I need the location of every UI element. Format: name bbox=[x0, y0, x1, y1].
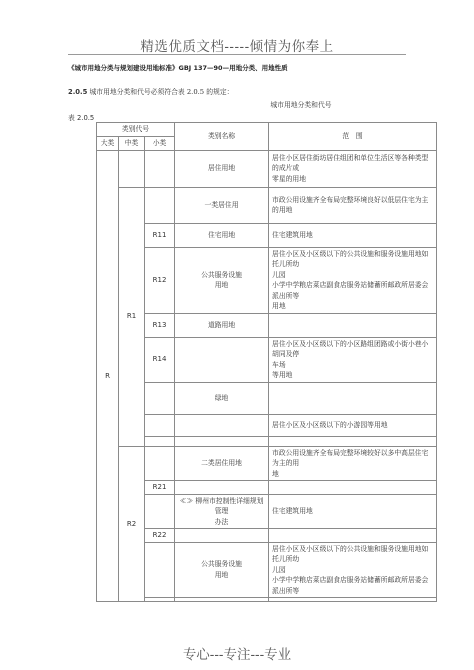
minor-code-cell bbox=[145, 494, 175, 529]
scope-line: 市政公用设施齐全布局完整环境较好以多中高层住宅为主的用 bbox=[272, 448, 429, 467]
name-line: ≪≫ 柳州市控制性详细规划管理 bbox=[179, 496, 264, 515]
header-name: 类别名称 bbox=[175, 123, 269, 151]
scope-line: 车场 bbox=[272, 360, 286, 369]
table-row bbox=[97, 223, 437, 247]
minor-code-r14: R14 bbox=[145, 337, 175, 382]
land-use-classification-table bbox=[96, 122, 437, 602]
category-scope bbox=[269, 247, 437, 313]
scope-line: 小学中学粮店菜店副食店服务站储蓄所邮政所居委会派出所等 bbox=[272, 281, 429, 300]
name-line: 用地 bbox=[214, 281, 229, 289]
minor-code-r22: R22 bbox=[145, 529, 175, 543]
header-scope: 范 围 bbox=[269, 123, 437, 151]
table-row bbox=[97, 436, 437, 446]
category-name bbox=[175, 542, 269, 598]
major-code-r: R bbox=[97, 150, 119, 602]
minor-code-r21: R21 bbox=[145, 481, 175, 495]
scope-line: 儿园 bbox=[272, 270, 286, 279]
category-name bbox=[175, 481, 269, 495]
minor-code-cell bbox=[145, 542, 175, 598]
scope-line: 居住小区及小区级以下的公共设施和服务设施用地如托儿所幼 bbox=[272, 249, 429, 268]
category-scope: 住宅建筑用地 bbox=[269, 223, 437, 247]
category-name: 居住用地 bbox=[175, 150, 269, 187]
category-name: 道路用地 bbox=[175, 313, 269, 337]
scope-line: 居住小区及小区级以下的公共设施和服务设施用地如托儿所幼 bbox=[272, 544, 429, 563]
table-row bbox=[97, 382, 437, 414]
category-name bbox=[175, 494, 269, 529]
header-major: 大类 bbox=[97, 136, 119, 150]
scope-line: 儿园 bbox=[272, 565, 286, 574]
table-row bbox=[97, 446, 437, 481]
header-code-group: 类别代号 bbox=[97, 123, 175, 137]
header-minor: 小类 bbox=[145, 136, 175, 150]
category-scope bbox=[269, 481, 437, 495]
scope-line: 地 bbox=[272, 469, 279, 478]
minor-code-cell bbox=[145, 436, 175, 446]
minor-code-cell bbox=[145, 414, 175, 436]
table-row bbox=[97, 187, 437, 223]
document-heading: 《城市用地分类与规划建设用地标准》GBJ 137—90—用地分类、用地性质 bbox=[68, 64, 288, 72]
table-row bbox=[97, 481, 437, 495]
category-scope: 市政公用设施齐全布局完整环境良好以低层住宅为主的用地 bbox=[269, 187, 437, 223]
category-name bbox=[175, 436, 269, 446]
minor-code-cell bbox=[145, 598, 175, 602]
table-row bbox=[97, 494, 437, 529]
medium-code-r2: R2 bbox=[119, 446, 145, 602]
category-scope bbox=[269, 529, 437, 543]
category-scope bbox=[269, 436, 437, 446]
table-caption: 城市用地分类和代号 bbox=[270, 101, 332, 109]
category-name bbox=[175, 247, 269, 313]
table-row bbox=[97, 247, 437, 313]
minor-code-cell bbox=[145, 187, 175, 223]
category-name bbox=[175, 598, 269, 602]
clause-text: 城市用地分类和代号必须符合表 2.0.5 的规定： bbox=[87, 88, 234, 96]
name-line: 办法 bbox=[214, 517, 229, 526]
category-name bbox=[175, 529, 269, 543]
table-number-label: 表 2.0.5 bbox=[68, 114, 95, 122]
minor-code-r13: R13 bbox=[145, 313, 175, 337]
category-scope: 居住小区及小区级以下的小游园等用地 bbox=[269, 414, 437, 436]
header-medium: 中类 bbox=[119, 136, 145, 150]
medium-code-cell bbox=[119, 150, 145, 187]
medium-code-r1: R1 bbox=[119, 187, 145, 446]
minor-code-r11: R11 bbox=[145, 223, 175, 247]
category-scope bbox=[269, 542, 437, 598]
clause-number: 2.0.5 bbox=[68, 88, 88, 96]
scope-line: 等用地 bbox=[272, 371, 293, 379]
name-line: 用地 bbox=[214, 570, 229, 579]
category-name: 二类居住用地 bbox=[175, 446, 269, 481]
category-scope bbox=[269, 337, 437, 382]
category-scope bbox=[269, 382, 437, 414]
table-row bbox=[97, 542, 437, 598]
scope-line: 用地 bbox=[272, 302, 286, 310]
table-header-row bbox=[97, 123, 437, 137]
table-row bbox=[97, 598, 437, 602]
scope-line: 居住小区及小区级以下的小区路组团路或小街小巷小胡同及停 bbox=[272, 339, 429, 358]
minor-code-cell bbox=[145, 150, 175, 187]
minor-code-cell bbox=[145, 382, 175, 414]
clause-paragraph bbox=[68, 86, 408, 96]
name-line: 公共服务设施 bbox=[201, 270, 242, 279]
page-header-title: 精选优质文档-----倾情为你奉上 bbox=[140, 39, 334, 55]
category-scope bbox=[269, 150, 437, 187]
category-scope: 住宅建筑用地 bbox=[269, 494, 437, 529]
category-name: 一类居住用 bbox=[175, 187, 269, 223]
header-divider bbox=[68, 54, 406, 55]
table-row bbox=[97, 337, 437, 382]
table-row bbox=[97, 150, 437, 187]
category-scope bbox=[269, 598, 437, 602]
category-name bbox=[175, 414, 269, 436]
table-row bbox=[97, 313, 437, 337]
name-line: 公共服务设施 bbox=[201, 560, 242, 569]
category-name: 绿地 bbox=[175, 382, 269, 414]
category-name: 住宅用地 bbox=[175, 223, 269, 247]
category-scope bbox=[269, 313, 437, 337]
table-row bbox=[97, 414, 437, 436]
minor-code-r12: R12 bbox=[145, 247, 175, 313]
scope-line: 零星的用地 bbox=[272, 174, 307, 183]
minor-code-cell bbox=[145, 446, 175, 481]
page-footer-slogan: 专心---专注---专业 bbox=[182, 647, 292, 663]
scope-line: 小学中学粮店菜店副食店服务站储蓄所邮政所居委会派出所等 bbox=[272, 576, 429, 595]
category-scope bbox=[269, 446, 437, 481]
scope-line: 居住小区居住街坊居住组团和单位生活区等各种类型的成片或 bbox=[272, 153, 429, 173]
table-row bbox=[97, 529, 437, 543]
category-name bbox=[175, 337, 269, 382]
